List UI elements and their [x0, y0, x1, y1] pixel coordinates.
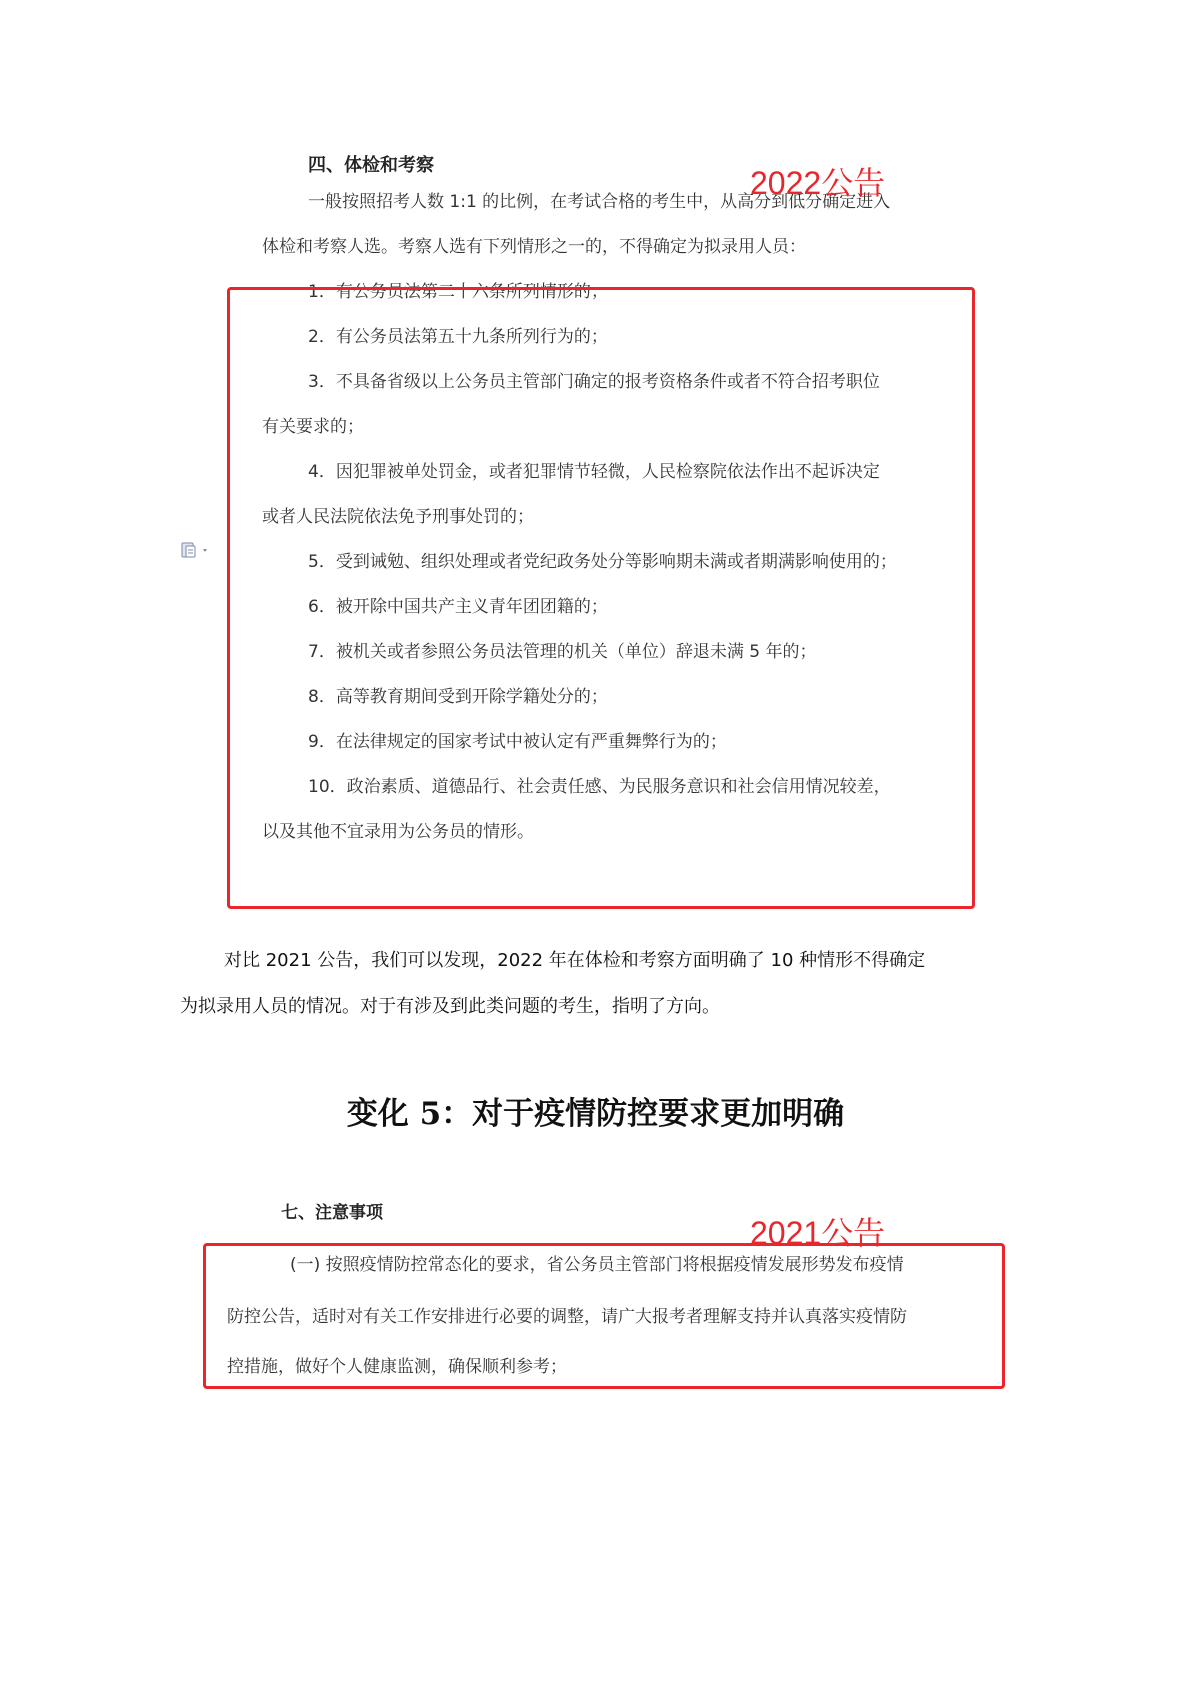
list-item-continuation: 以及其他不宜录用为公务员的情形。: [262, 822, 534, 842]
change-5-heading: 变化 5：对于疫情防控要求更加明确: [346, 1096, 845, 1132]
list-item: 3．不具备省级以上公务员主管部门确定的报考资格条件或者不符合招考职位: [308, 372, 880, 392]
annotation-2022-label: 2022公告: [750, 165, 886, 201]
annotation-2021-label: 2021公告: [750, 1215, 886, 1251]
list-item-continuation: 或者人民法院依法免予刑事处罚的；: [262, 507, 534, 527]
notice-line: 控措施，做好个人健康监测，确保顺利参考；: [227, 1357, 567, 1377]
paste-options-icon[interactable]: [181, 541, 215, 559]
list-item-continuation: 有关要求的；: [262, 417, 364, 437]
list-item: 5．受到诫勉、组织处理或者党纪政务处分等影响期未满或者期满影响使用的；: [308, 552, 897, 572]
list-item: 4．因犯罪被单处罚金，或者犯罪情节轻微，人民检察院依法作出不起诉决定: [308, 462, 880, 482]
paragraph-line: 为拟录用人员的情况。对于有涉及到此类问题的考生，指明了方向。: [180, 996, 720, 1017]
intro-line: 一般按照招考人数 1:1 的比例，在考试合格的考生中，从高分到低分确定进入: [308, 192, 891, 212]
highlight-box-2021: [203, 1243, 1005, 1389]
list-item: 6．被开除中国共产主义青年团团籍的；: [308, 597, 608, 617]
comparison-paragraph: [180, 938, 1018, 1030]
notice-line: (一) 按照疫情防控常态化的要求，省公务员主管部门将根据疫情发展形势发布疫情: [290, 1255, 904, 1275]
list-item: 2．有公务员法第五十九条所列行为的；: [308, 327, 608, 347]
list-item: 8．高等教育期间受到开除学籍处分的；: [308, 687, 608, 707]
section-title-notes: 七、注意事项: [281, 1203, 383, 1223]
list-item: 10．政治素质、道德品行、社会责任感、为民服务意识和社会信用情况较差，: [308, 777, 891, 797]
list-item: 9．在法律规定的国家考试中被认定有严重舞弊行为的；: [308, 732, 727, 752]
section-title-physical-exam: 四、体检和考察: [308, 155, 434, 176]
intro-line: 体检和考察人选。考察人选有下列情形之一的，不得确定为拟录用人员：: [262, 237, 806, 257]
highlight-box-2022: [227, 287, 975, 909]
list-item: 1．有公务员法第二十六条所列情形的；: [308, 282, 608, 302]
paragraph-line: 对比 2021 公告，我们可以发现，2022 年在体检和考察方面明确了 10 种情形不得确定: [224, 950, 926, 971]
notice-line: 防控公告，适时对有关工作安排进行必要的调整，请广大报考者理解支持并认真落实疫情防: [227, 1307, 907, 1327]
list-item: 7．被机关或者参照公务员法管理的机关（单位）辞退未满 5 年的；: [308, 642, 817, 662]
